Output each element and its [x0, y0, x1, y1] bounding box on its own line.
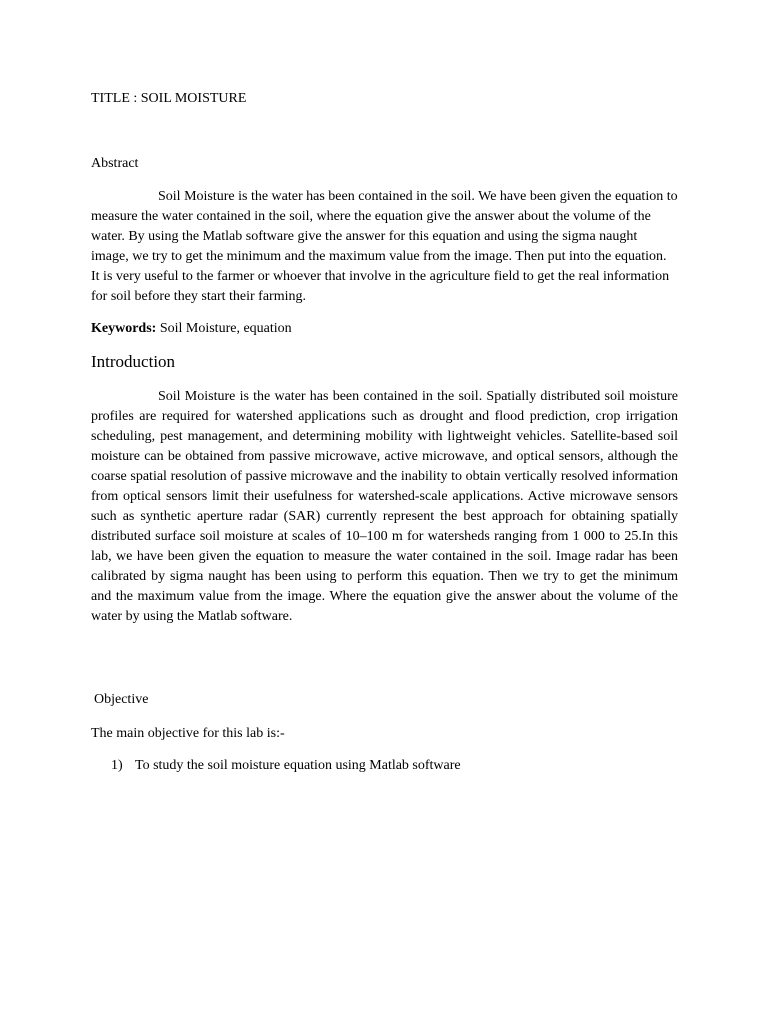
- objective-lead: The main objective for this lab is:-: [91, 726, 285, 741]
- document-title: TITLE : SOIL MOISTURE: [91, 91, 247, 106]
- list-item-number: 1): [111, 758, 123, 773]
- introduction-paragraph: Soil Moisture is the water has been contained in the soil. Spatially distributed soil moisture profiles are required for watershed applications such as drought and flood prediction, crop irrigation scheduling, pest management, and determining mobility with lightweight vehicles. Satellite-based soil moisture can be obtained from passive microwave, active microwave, and optical sensors, although the coarse spatial resolution of passive microwave and the inability to obtain vertically resolved information from optical sensors limit their usefulness for watershed-scale applications. Active microwave sensors such as synthetic aperture radar (SAR) currently represent the best approach for obtaining spatially distributed surface soil moisture at scales of 10–100 m for watersheds ranging from 1 000 to 25.In this lab, we have been given the equation to measure the water contained in the soil. Image radar has been calibrated by sigma naught has been using to perform this equation. Then we try to get the minimum and the maximum value from the image. Where the equation give the answer about the volume of the water by using the Matlab software.: [91, 389, 678, 624]
- objective-list-item: [91, 756, 678, 776]
- objective-list: [91, 756, 678, 776]
- list-item-text: To study the soil moisture equation using Matlab software: [135, 758, 461, 773]
- abstract-paragraph: Soil Moisture is the water has been contained in the soil. We have been given the equation to measure the water contained in the soil, where the equation give the answer about the volume of the water. By using the Matlab software give the answer for this equation and using the sigma naught image, we try to get the minimum and the maximum value from the image. Then put into the equation. It is very useful to the farmer or whoever that involve in the agriculture field to get the real information for soil before they start their farming.: [91, 189, 678, 304]
- keywords-line: [91, 319, 678, 339]
- keywords-label: Keywords:: [91, 321, 157, 336]
- objective-heading: Objective: [94, 692, 149, 707]
- abstract-heading: Abstract: [91, 156, 139, 171]
- keywords-value: Soil Moisture, equation: [159, 321, 292, 336]
- introduction-heading: Introduction: [91, 352, 176, 371]
